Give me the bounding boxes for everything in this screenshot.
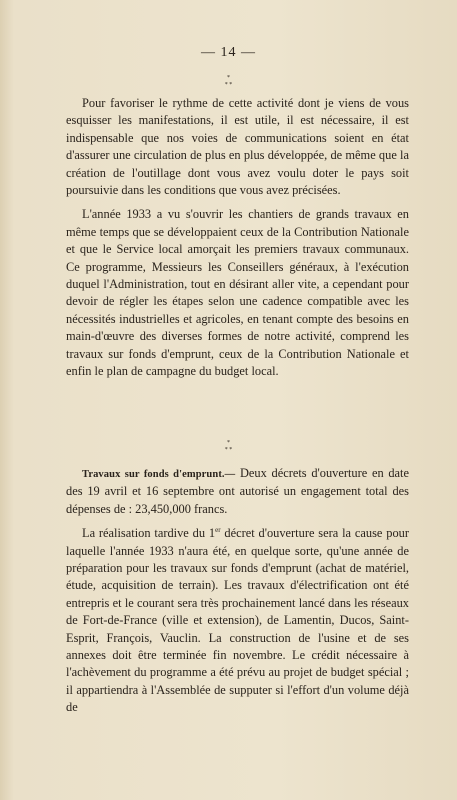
separator-stars-top-text: * * * bbox=[224, 75, 233, 88]
paragraph-last-superscript: er bbox=[215, 526, 221, 535]
paragraph-last bbox=[66, 525, 409, 716]
separator-stars-mid bbox=[0, 440, 457, 454]
separator-stars-top bbox=[0, 75, 457, 89]
paragraph-last-start: La réalisation tardive du 1 bbox=[82, 526, 216, 541]
body-text-bottom bbox=[66, 465, 409, 724]
page-number: — 14 — bbox=[201, 45, 256, 60]
section-paragraph-text: Deux décrets d'ouverture en date des 19 avril et 16 septembre ont autorisé un engagement total des dépenses de : 23,450,000 francs. bbox=[66, 466, 410, 516]
separator-stars-mid-text: * * * bbox=[224, 440, 233, 453]
section-heading: Travaux sur fonds d'emprunt.— bbox=[82, 469, 236, 480]
paragraph-2: L'année 1933 a vu s'ouvrir les chantiers de grands travaux en même temps que se développaient ceux de la Contribution Nationale et que le Service local amorçait les premiers travaux communaux. Ce programme, Messieurs les Conseillers généraux, à l'exécution duquel l'Administration, tout en désirant aller vite, a cependant pour devoir de régler les étapes selon une cadence compatible avec les nécessités industrielles et agricoles, en tenant compte des besoins en main-d'œuvre des diverses formes de notre activité, comprend les travaux sur fonds d'emprunt, ceux de la Contribution Nationale et enfin le plan de campagne du budget local. bbox=[66, 207, 409, 379]
paragraph-1: Pour favoriser le rythme de cette activité dont je viens de vous esquisser les manifestations, il est utile, il est nécessaire, il est indispensable que nos voies de communications soient en état d'assurer une circulation de plus en plus développée, de même que la création de l'outillage dont vous avez voulu doter le pays soit poursuivie dans les conditions que vous avez précisées. bbox=[66, 96, 409, 198]
paragraph-last-rest: décret d'ouverture sera la cause pour laquelle l'année 1933 n'aura été, en quelque sorte, qu'une année de préparation pour les travaux sur fonds d'emprunt (achat de matériel, étude, acquisition de terrain). Les travaux d'électrification ont été entrepris et le courant sera très prochainement lancé dans les réseaux de Fort-de-France (ville et extension), de Lamentin, Ducos, Saint-Esprit, François, Vauclin. La construction de l'usine et de ses annexes doit être terminée fin novembre. Le crédit nécessaire à l'achèvement du programme a été prévu au projet de budget spécial ; il appartiendra à l'Assemblée de supputer si l'effort d'un volume déjà de bbox=[66, 526, 409, 715]
section-paragraph bbox=[66, 465, 409, 518]
body-text-top bbox=[66, 95, 409, 388]
